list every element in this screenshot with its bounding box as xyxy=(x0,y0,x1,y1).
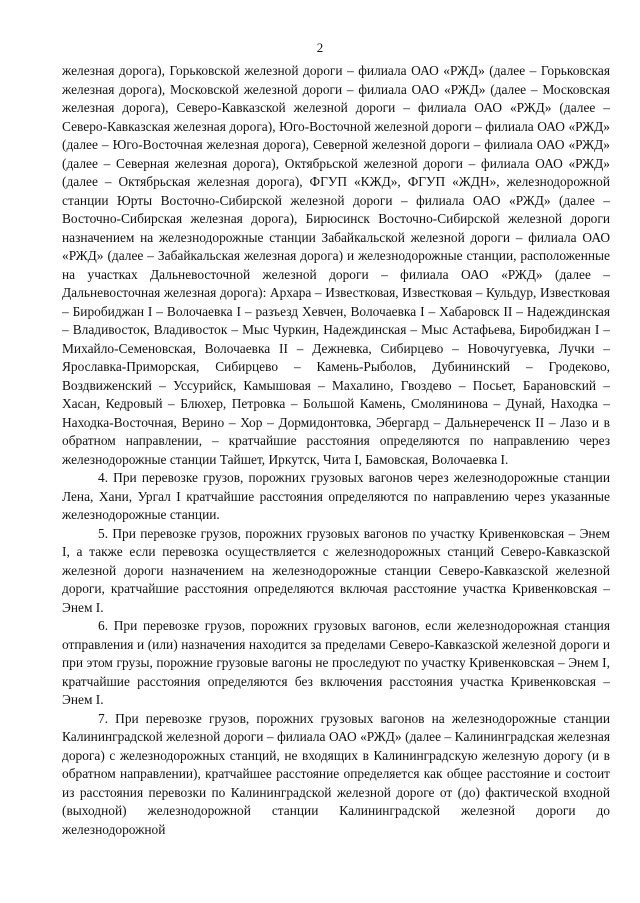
paragraph-6: 6. При перевозке грузов, порожних грузовых вагонов, если железнодорожная станция отправления и (или) назначения находится за пределами Северо-Кавказской железной дороги и при этом грузы, порожние грузовые вагоны не проследуют по участку Кривенковская – Энем I, кратчайшие расстояния определяются без включения расстояния участка Кривенковская – Энем I. xyxy=(62,618,610,707)
document-body xyxy=(62,62,610,839)
paragraph-5: 5. При перевозке грузов, порожних грузовых вагонов по участку Кривенковская – Энем I, а также если перевозка осуществляется с железнодорожных станций Северо-Кавказской железной дороги назначением на железнодорожные станции Северо-Кавказской железной дороги, кратчайшие расстояния определяются включая расстояние участка Кривенковская – Энем I. xyxy=(62,525,610,615)
paragraph-3-continuation: железная дорога), Горьковской железной дороги – филиала ОАО «РЖД» (далее – Горьковская железная дорога), Московской железной дороги – филиала ОАО «РЖД» (далее – Московская железная дорога), Северо-Кавказской железной дороги – филиала ОАО «РЖД» (далее – Северо-Кавказская железная дорога), Юго-Восточной железной дороги – филиала ОАО «РЖД» (далее – Юго-Восточная железная дорога), Северной железной дороги – филиала ОАО «РЖД» (далее – Северная железная дорога), Октябрьской железной дороги – филиала ОАО «РЖД» (далее – Октябрьская железная дорога), ФГУП «КЖД», ФГУП «ЖДН», железнодорожной станции Юрты Восточно-Сибирской железной дороги – филиала ОАО «РЖД» (далее – Восточно-Сибирская железная дорога), Бирюсинск Восточно-Сибирской железной дороги назначением на железнодорожные станции Забайкальской железной дороги – филиала ОАО «РЖД» (далее – Забайкальская железная дорога) и железнодорожные станции, расположенные на участках Дальневосточной железной дороги – филиала ОАО «РЖД» (далее – Дальневосточная железная дорога): Архара – Известковая, Известковая – Кульдур, Известковая – Биробиджан I – Волочаевка I – разъезд Хевчен, Волочаевка I – Хабаровск II – Надеждинская – Владивосток, Владивосток – Мыс Чуркин, Надеждинская – Мыс Астафьева, Биробиджан I – Михайло-Семеновская, Волочаевка II – Дежневка, Сибирцево – Новочугуевка, Лучки – Ярославка-Приморская, Сибирцево – Камень-Рыболов, Дубининский – Гродеково, Воздвиженский – Уссурийск, Камышовая – Махалино, Гвоздево – Посьет, Барановский – Хасан, Кедровый – Блюхер, Петровка – Большой Камень, Смолянинова – Дунай, Находка – Находка-Восточная, Верино – Хор – Дормидонтовка, Эбергард – Дальнереченск II – Лазо и в обратном направлении, – кратчайшие расстояния определяются по направлению через железнодорожные станции Тайшет, Иркутск, Чита I, Бамовская, Волочаевка I. xyxy=(62,63,610,467)
page-number: 2 xyxy=(316,40,324,55)
paragraph-4: 4. При перевозке грузов, порожних грузовых вагонов через железнодорожные станции Лена, Хани, Ургал I кратчайшие расстояния определяются по направлению через указанные железнодорожные станции. xyxy=(62,470,610,522)
paragraph-7: 7. При перевозке грузов, порожних грузовых вагонов на железнодорожные станции Калининградской железной дороги – филиала ОАО «РЖД» (далее – Калининградская железная дорога) с железнодорожных станций, не входящих в Калининградскую железную дорогу (и в обратном направлении), кратчайшее расстояние определяется как общее расстояние и состоит из расстояния перевозки по Калининградской железной дороге от (до) фактической входной (выходной) железнодорожной станции Калининградской железной дороги до железнодорожной xyxy=(62,710,610,837)
